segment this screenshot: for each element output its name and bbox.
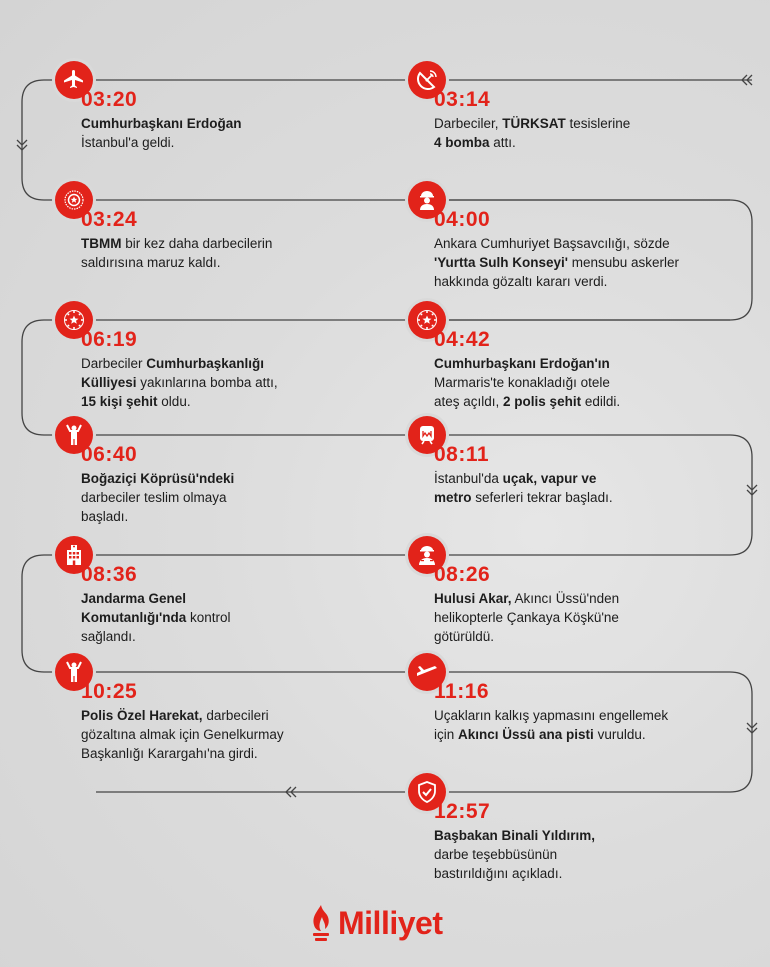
event-description-text: Darbeciler — [81, 356, 147, 371]
event-description-text: mensubu askerler — [567, 255, 680, 270]
event-description-bold: Külliyesi — [81, 375, 137, 390]
event-description — [81, 589, 331, 646]
event-description-bold: 15 kişi şehit — [81, 394, 158, 409]
event-description — [81, 469, 331, 526]
event-time: 12:57 — [434, 800, 491, 823]
event-description — [434, 234, 724, 291]
event-description-text: seferleri tekrar başladı. — [471, 490, 613, 505]
event-description-text: İstanbul'da — [434, 471, 503, 486]
event-description-bold: Hulusi Akar, — [434, 591, 512, 606]
event-description-text: darbeciler teslim olmaya — [81, 490, 227, 505]
event-description-text: başladı. — [81, 509, 129, 524]
event-time: 03:24 — [81, 208, 138, 231]
event-description-text: oldu. — [157, 394, 191, 409]
path-left-loop-3 — [22, 555, 55, 672]
event-description-text: darbe teşebbüsünün — [434, 847, 558, 862]
event-time: 03:14 — [434, 88, 491, 111]
event-description-bold: uçak, vapur ve — [502, 471, 597, 486]
event-time: 03:20 — [81, 88, 138, 111]
event-time: 08:26 — [434, 563, 491, 586]
event-time: 06:40 — [81, 443, 138, 466]
event-description-bold: Cumhurbaşkanı Erdoğan'ın — [434, 356, 610, 371]
event-description-text: için — [434, 727, 459, 742]
event-description-bold: 2 polis şehit — [503, 394, 582, 409]
event-time: 06:19 — [81, 328, 138, 351]
event-description-bold: TÜRKSAT — [502, 116, 566, 131]
path-left-loop-2 — [22, 320, 55, 435]
event-description-text: attı. — [489, 135, 516, 150]
event-description-text: kontrol — [186, 610, 231, 625]
milliyet-logo-text: Milliyet — [338, 904, 443, 941]
event-description-bold: Akıncı Üssü ana pisti — [458, 727, 594, 742]
event-description-text: bastırıldığını açıkladı. — [434, 866, 563, 881]
milliyet-logo — [306, 902, 442, 944]
event-time: 04:00 — [434, 208, 491, 231]
event-time: 11:16 — [434, 680, 490, 703]
event-time: 04:42 — [434, 328, 491, 351]
event-description-bold: TBMM — [81, 236, 122, 251]
event-description-bold: Polis Özel Harekat, — [81, 708, 203, 723]
event-description-text: götürüldü. — [434, 629, 495, 644]
path-right-loop-2 — [730, 435, 752, 555]
event-description-text: tesislerine — [565, 116, 631, 131]
event-description-text: sağlandı. — [81, 629, 136, 644]
event-description — [81, 234, 331, 272]
event-time: 08:36 — [81, 563, 138, 586]
event-description-text: Marmaris'te konakladığı otele — [434, 375, 610, 390]
event-description-text: gözaltına almak için Genelkurmay — [81, 727, 284, 742]
event-description-bold: 4 bomba — [434, 135, 490, 150]
event-description-bold: metro — [434, 490, 472, 505]
event-description — [434, 469, 684, 507]
event-description-text: saldırısına maruz kaldı. — [81, 255, 221, 270]
event-description-text: Başkanlığı Karargahı'na girdi. — [81, 746, 258, 761]
event-description-text: edildi. — [581, 394, 621, 409]
event-description-text: darbecileri — [202, 708, 269, 723]
event-description-text: Uçakların kalkış yapmasını engellemek — [434, 708, 669, 723]
event-description-text: Akıncı Üssü'nden — [511, 591, 620, 606]
event-description-bold: Cumhurbaşkanlığı — [146, 356, 265, 371]
event-description-text: bir kez daha darbecilerin — [121, 236, 273, 251]
milliyet-flame-logo-icon — [306, 903, 336, 943]
event-description — [81, 114, 331, 152]
event-time: 08:11 — [434, 443, 490, 466]
event-description-text: hakkında gözaltı kararı verdi. — [434, 274, 608, 289]
event-description-text: Darbeciler, — [434, 116, 503, 131]
event-description-text: Ankara Cumhuriyet Başsavcılığı, sözde — [434, 236, 670, 251]
event-description — [434, 114, 684, 152]
event-description-bold: Jandarma Genel — [81, 591, 187, 606]
event-description-bold: 'Yurtta Sulh Konseyi' — [434, 255, 568, 270]
event-description — [81, 706, 331, 763]
event-description-bold: Boğaziçi Köprüsü'ndeki — [81, 471, 235, 486]
event-description-text: vuruldu. — [593, 727, 646, 742]
event-description — [434, 354, 684, 411]
event-description — [434, 826, 684, 883]
event-description — [434, 589, 684, 646]
event-description — [81, 354, 331, 411]
event-description-text: ateş açıldı, — [434, 394, 504, 409]
event-description-text: helikopterle Çankaya Köşkü'ne — [434, 610, 619, 625]
event-description-text: İstanbul'a geldi. — [81, 135, 175, 150]
event-description-text: yakınlarına bomba attı, — [136, 375, 278, 390]
event-description-bold: Komutanlığı'nda — [81, 610, 187, 625]
event-description-bold: Başbakan Binali Yıldırım, — [434, 828, 596, 843]
event-description-bold: Cumhurbaşkanı Erdoğan — [81, 116, 242, 131]
event-description — [434, 706, 724, 744]
event-time: 10:25 — [81, 680, 138, 703]
